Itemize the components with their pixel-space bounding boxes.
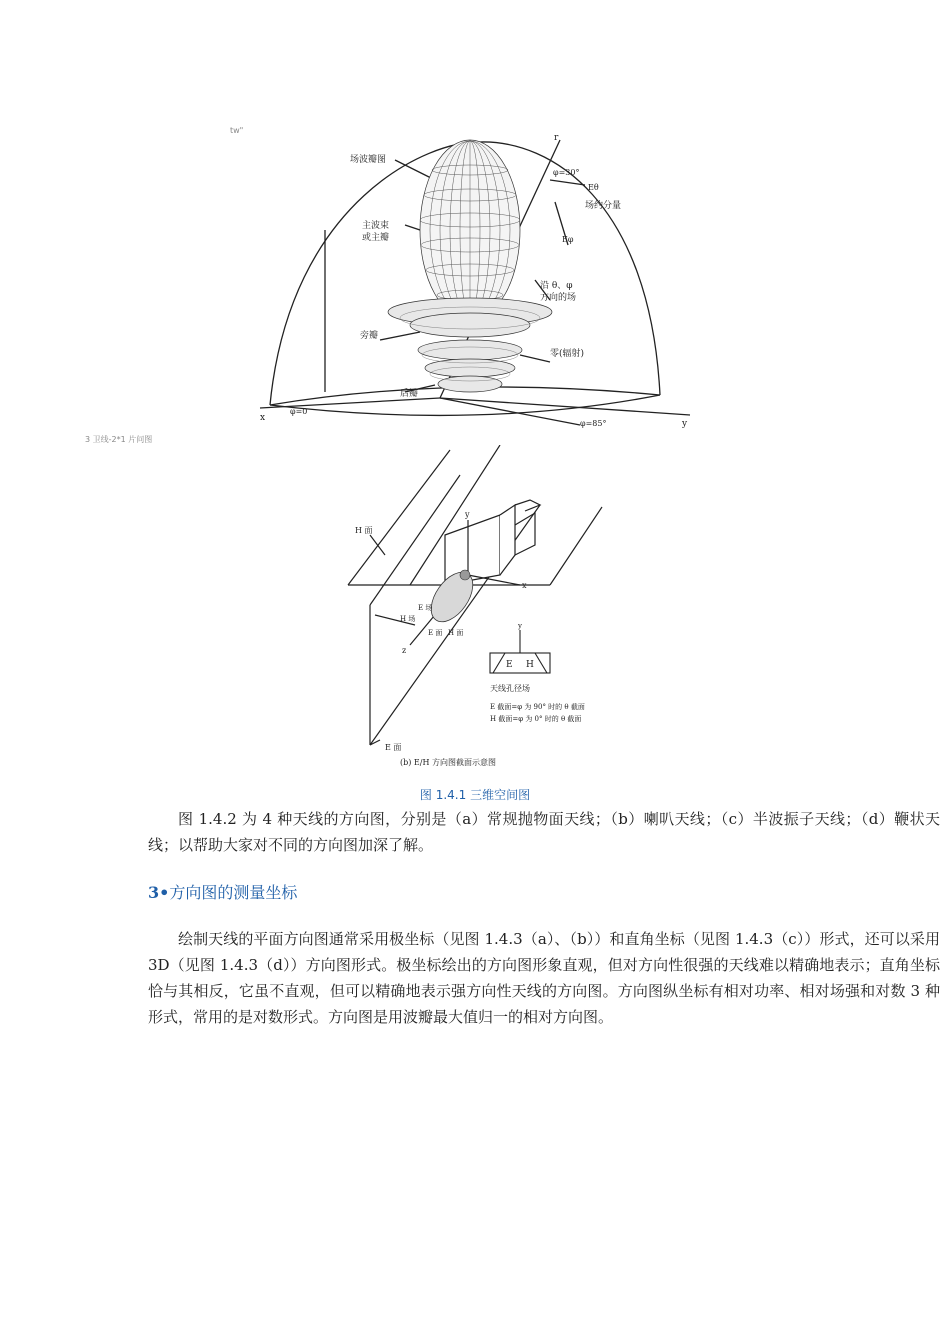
label-axis-y: y [465,510,470,519]
label-axis-z: z [402,646,407,655]
section-number: 3• [148,883,170,902]
figure-eh-planes [340,445,615,775]
section-title: 方向图的测量坐标 [169,883,298,902]
label-lobe-pattern: 场波瓣图 [350,155,387,165]
label-phi85: φ=85° [580,419,607,428]
label-aperture: 天线孔径场 [490,684,530,693]
label-axis-r: r [554,133,559,143]
side-note: 3 卫线-2*1 片问图 [85,435,153,444]
label-null: 零(辐射) [550,349,585,359]
label-sub-caption: (b) E/H 方向图截面示意图 [400,758,496,767]
label-inset-e: E [506,660,513,670]
label-e-cut: E 截面=φ 为 90° 时的 θ 截面 [490,703,585,711]
label-field-dir-2: 方向的场 [540,293,577,303]
top-mark: tw" [230,126,244,135]
label-e-phi: Eφ [562,235,574,244]
label-e-field: E 场 [418,604,433,612]
label-phi0: φ=0 [290,407,308,416]
label-main-beam-2: 或主瓣 [362,233,390,243]
figure-caption: 图 1.4.1 三维空间图 [419,788,531,802]
label-h-plane: H 面 [355,526,373,535]
label-axis-x: x [260,413,266,423]
label-h-field: H 场 [400,615,416,623]
label-axis-y: y [682,419,688,429]
label-phi30: φ=30° [553,168,580,177]
section-heading [148,880,297,903]
label-field-dir-1: 沿 θ、φ [540,281,573,291]
label-main-beam-1: 主波束 [362,221,390,231]
label-inset-h: H [526,660,534,670]
paragraph-2: 绘制天线的平面方向图通常采用极坐标（见图 1.4.3（a）、（b））和直角坐标（见图 1.4.3（c））形式，还可以采用 3D（见图 1.4.3（d））方向图形式。极坐标绘出的方向图形象直观，但对方向性很强的天线难以精确地表示；直角坐标恰与其相反，它虽不直观，但可以精确地表示强方向性天线的方向图。方向图纵坐标有相对功率、相对场强和对数 3 种形式，常用的是对数形式。方向图是用波瓣最大值归一的相对方向图。 [148,930,940,1026]
label-inset-y: y [518,622,522,630]
label-h-cut: H 截面=φ 为 0° 时的 θ 截面 [490,715,582,723]
label-side-lobe: 旁瓣 [360,331,379,341]
label-e-plane: E 面 [385,743,402,752]
label-field-comp: 场约分量 [585,201,622,211]
figure-3d-pattern [250,130,700,430]
label-back-lobe: 后瓣 [400,389,419,399]
paragraph-1: 图 1.4.2 为 4 种天线的方向图，分别是（a）常规抛物面天线；（b）喇叭天线；（c）半波振子天线；（d）鞭状天线；以帮助大家对不同的方向图加深了解。 [148,810,940,854]
label-axis-x: x [522,581,527,590]
label-h-sec: H 面 [448,629,464,637]
label-e-theta: Eθ [588,183,599,192]
label-e-sec: E 面 [428,629,443,637]
